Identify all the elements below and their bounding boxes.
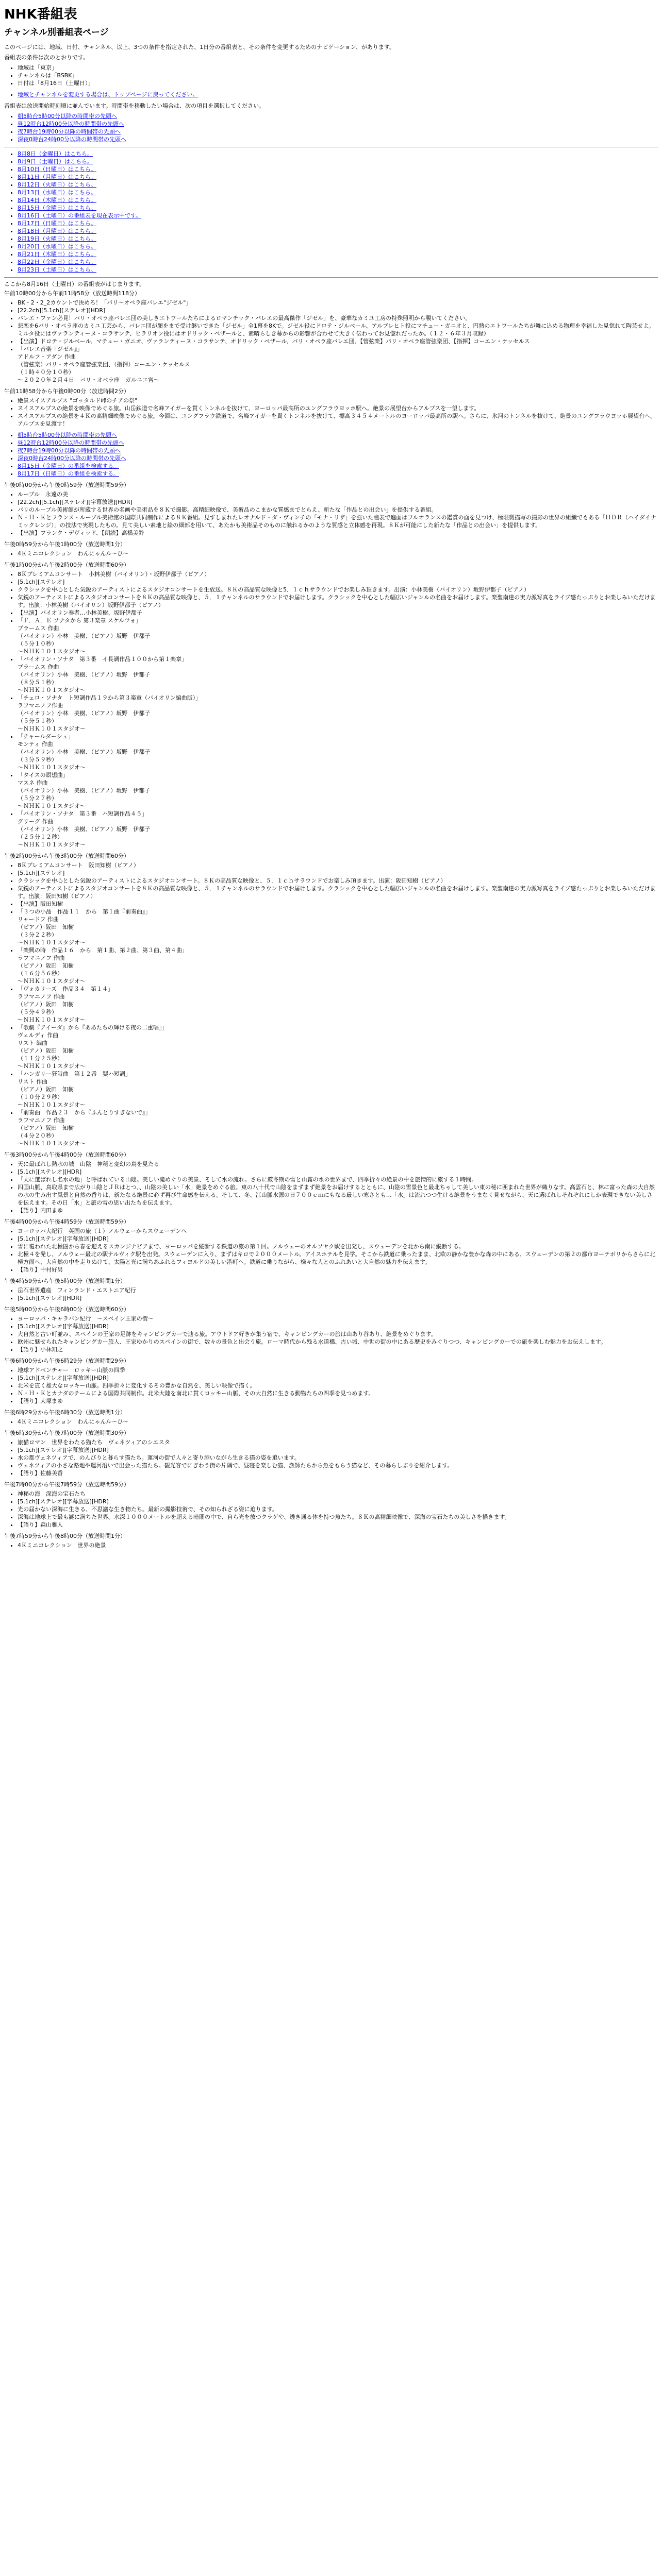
program-title: • 8Ｋプレミアムコンサート 小林美樹（バイオリン）・坂野伊都子（ピアノ）	[18, 570, 658, 578]
program-slot	[4, 1357, 658, 1405]
program-detail: • クラシックを中心とした気鋭のアーティストによるスタジオコンサート。８Ｋの高品質な映像と、５．１ｃｈサラウンドでお楽しみ頂きます。出演：阪田知樹（ピアノ）	[18, 877, 658, 885]
time-link-morning[interactable]: 朝5時台5時00分以降の時間帯の先頭へ	[18, 432, 117, 438]
divider	[4, 277, 658, 278]
program-detail: • 【語り】小林知之	[18, 1346, 658, 1353]
program-detail: • 【語り】内田まゆ	[18, 1207, 658, 1214]
program-title: • 4Ｋミニコレクション わんにゃんル～ひ～	[18, 550, 658, 557]
time-link-evening[interactable]: 夜7時台19時00分以降の時間帯の先頭へ	[18, 128, 121, 135]
program-detail: • 「バイオリン・ソナタ 第３番 ハ短調作品４５」 グリーグ 作曲 （バイオリン）小林 美樹、（ピアノ）坂野 伊都子 （２５分１２秒） ～ＮＨＫ１０１スタジオ～	[18, 810, 658, 849]
program-detail: • [5.1ch][ステレオ][HDR]	[18, 1294, 658, 1302]
program-detail: • [5.1ch][ステレオ]	[18, 578, 658, 586]
program-slot	[4, 481, 658, 537]
date-link[interactable]: 8月10日（日曜日）はこちら。	[18, 166, 96, 173]
schedule-lead: ここから8月16日（土曜日）の番組表がはじまります。	[4, 281, 145, 287]
program-details	[4, 490, 658, 537]
program-detail: • 北極４を発し、ノルウェー最北の駅ナルヴィク駅を出発。スウェーデンに入り、まずはキロで２０００メートル。アイスホテルを見学。そこから鉄道に乗ったまま、北欧の静かな豊かな森の中にある、スウェーデンの第２の都市ヨーテボリからさらに北極方面へ、大自然の中を走りぬけて、太陽と光に満ちあふれるフィヨルドの美しい港町へ。鉄道に乗りながら、様々な人とのふれあいと大自然の魅力を伝えます。	[18, 1250, 658, 1266]
program-detail: • Ｎ・Ｈ・Ｋとカナダのチームによる国際共同制作。北米大陸を南北に貫くロッキー山脈、その大自然に生きる動物たちの四季を見つめます。	[18, 1389, 658, 1397]
change-link-list	[4, 91, 658, 98]
program-details	[4, 1438, 658, 1477]
program-slot	[4, 1151, 658, 1214]
slot-time: 午後4時00分から午後4時59分（放送時間59分）	[4, 1218, 129, 1225]
program-slot	[4, 1218, 658, 1274]
time-link-morning[interactable]: 朝5時台5時00分以降の時間帯の先頭へ	[18, 113, 117, 120]
program-detail: • バレエ・ファン必見！パリ・オペラ座バレエ団の美しきエトワールたちによるロマンチック・バレエの最高傑作「ジゼル」を、豪華なカミユ工房の特殊照明から覗いてください。	[18, 314, 658, 322]
program-detail: • [22.2ch][5.1ch][ステレオ][HDR]	[18, 307, 658, 314]
program-detail: • 【語り】佐藤美香	[18, 1469, 658, 1477]
time-link-noon[interactable]: 昼12時台12時00分以降の時間帯の先頭へ	[18, 121, 124, 127]
program-slot	[4, 1277, 658, 1302]
program-detail: • 【出演】バイオリン奏者…小林美樹、坂野伊都子	[18, 609, 658, 617]
date-lead: 番組表は放送開始時刻順に並んでいます。時間帯を移動したい場合は、次の項目を選択してください。	[4, 103, 265, 109]
program-detail: • 【語り】中村好男	[18, 1266, 658, 1274]
program-detail: • 「３つの小品 作品１１ から 第１曲『前奏曲』」 リャードフ 作曲 （ピアノ）阪田 知樹 （３分２２秒） ～ＮＨＫ１０１スタジオ～	[18, 908, 658, 946]
slot-time: 午後2時00分から午後3時00分（放送時間60分）	[4, 853, 129, 859]
page-subtitle: チャンネル別番組表ページ	[4, 27, 109, 38]
slot-time: 午後7時59分から午後8時00分（放送時間1分）	[4, 1533, 126, 1539]
slot-time: 午後0時59分から午後1時00分（放送時間1分）	[4, 541, 126, 548]
conditions-list	[4, 64, 658, 87]
program-title: • 絶景スイスアルプス "ゴッタルド峠のチアの祭"	[18, 397, 658, 404]
program-details	[4, 299, 658, 384]
program-slot	[4, 1409, 658, 1426]
program-detail: • 【語り】森山雅人	[18, 1521, 658, 1529]
slot-time: 午後6時00分から午後6時29分（放送時間29分）	[4, 1358, 129, 1364]
slot-time: 午後7時00分から午後7時59分（放送時間59分）	[4, 1481, 129, 1488]
change-region-channel-link[interactable]: 地域とチャンネルを変更する場合は、トップページに戻ってください。	[18, 91, 198, 98]
program-detail: • 「タイスの瞑想曲」 マスネ 作曲 （バイオリン）小林 美樹、（ピアノ）坂野 伊都子 （５分２７秒） ～ＮＨＫ１０１スタジオ～	[18, 771, 658, 810]
program-slot	[4, 852, 658, 1147]
program-title: • ルーブル 永遠の美	[18, 490, 658, 498]
time-link-noon[interactable]: 昼12時台12時00分以降の時間帯の先頭へ	[18, 439, 124, 446]
time-nav	[4, 112, 658, 143]
date-link[interactable]: 8月9日（土曜日）はこちら。	[18, 158, 93, 165]
program-detail: • 「楽興の時 作品１６ から 第１曲、第２曲、第３曲、第４曲」 ラフマニノフ 作曲 （ピアノ）阪田 知樹 （１６分５６秒） ～ＮＨＫ１０１スタジオ～	[18, 946, 658, 985]
program-detail: • 【出演】フランク・デヴィッド、【朗読】高橋美鈴	[18, 529, 658, 537]
schedule-section-afternoon	[4, 481, 658, 1549]
date-link[interactable]: 8月17日（日曜日）はこちら。	[18, 220, 96, 227]
program-detail: • [5.1ch][ステレオ][HDR]	[18, 1168, 658, 1176]
slot-time: 午後6時29分から午後6時30分（放送時間1分）	[4, 1409, 126, 1416]
program-detail: • [5.1ch][ステレオ][字幕放送][HDR]	[18, 1374, 658, 1382]
date-link[interactable]: 8月19日（火曜日）はこちら。	[18, 235, 96, 242]
date-link[interactable]: 8月18日（月曜日）はこちら。	[18, 228, 96, 234]
program-title: • ヨーロッパ大紀行 英国の旅（１）ノルウェーからスウェーデンへ	[18, 1227, 658, 1235]
program-detail: • 深海は地球上で最も謎に満ちた世界。水深１０００メートルを超える暗闇の中で、自ら光を放つクラゲや、透き通る体を持つ魚たち。８Ｋの高精細映像で、深海の宝石たちの美しさを描きます。	[18, 1513, 658, 1521]
date-link[interactable]: 8月23日（土曜日）はこちら。	[18, 266, 96, 273]
program-detail: • [22.2ch][5.1ch][ステレオ][字幕放送][HDR]	[18, 498, 658, 506]
program-detail: • 【出演】阪田知樹	[18, 900, 658, 908]
program-detail: • クラシックを中心とした気鋭のアーティストによるスタジオコンサートを生放送。８Ｋの高品質な映像と5．１ｃｈサラウンドでお楽しみ頂きます。出演：小林美樹（バイオリン）坂野伊都子（ピアノ）	[18, 586, 658, 594]
program-details	[4, 570, 658, 849]
program-title: • 天に最ばれし熱水の城 山陰 神秘と変幻の鳥を見たる	[18, 1160, 658, 1168]
time-link-midnight[interactable]: 深夜0時台24時00分以降の時間帯の先頭へ	[18, 136, 126, 143]
program-detail: • 「チェロ・ソナタ ト短調作品１９から第３楽章（バイオリン編曲版）」 ラフマニノフ作曲 （バイオリン）小林 美樹、（ピアノ）坂野 伊都子 （５分５１秒） ～ＮＨＫ１０１スタジオ～	[18, 694, 658, 733]
slot-time: 午前11時58分から午後0時00分（放送時間2分）	[4, 388, 129, 395]
program-detail: • 【語り】大塚まゆ	[18, 1397, 658, 1405]
program-detail: • 【出演】ドロテ・ジルベール、マチュー・ガニオ、ヴァランティーヌ・コラサンテ、オドリック・ベザール、パリ・オペラ座バレエ団、【管弦楽】パリ・オペラ座管弦楽団、【指揮】コーエン・ケッセルス	[18, 337, 658, 345]
time-link-midnight[interactable]: 深夜0時台24時00分以降の時間帯の先頭へ	[18, 455, 126, 462]
program-detail: • [5.1ch][ステレオ][字幕放送][HDR]	[18, 1323, 658, 1330]
date-link[interactable]: 8月8日（金曜日）はこちら。	[18, 150, 93, 157]
slot-time: 午後4時59分から午後5時00分（放送時間1分）	[4, 1278, 126, 1284]
date-link[interactable]: 8月15日（金曜日）はこちら。	[18, 205, 96, 211]
program-detail: • 欧州に魅せられたキャンピングカー旅人、王家ゆかりのスペインの街で、数々の景色と出会う旅。ローマ時代から残る水道橋、古い城、中世の街の中にある歴史をみぐりつつ、キャンピングカーでの旅を楽しむ魅力をお伝えします。	[18, 1338, 658, 1346]
program-slot	[4, 1306, 658, 1353]
date-link[interactable]: 8月20日（水曜日）はこちら。	[18, 243, 96, 250]
program-detail: • 水の都ヴェネツィアで、のんびりと暮らす猫たち。運河の街で人々と寄り添いながら生きる猫の姿を追います。	[18, 1454, 658, 1462]
prev-day-search-link[interactable]: 8月15日（金曜日）の番組を検索する。	[18, 463, 119, 469]
program-detail: • 「ハンガリー狂詩曲 第１２番 嬰ハ短調」 リスト 作曲 （ピアノ）阪田 知樹 （１０分２９秒） ～ＮＨＫ１０１スタジオ～	[18, 1070, 658, 1109]
program-detail: • [5.1ch][ステレオ][字幕放送][HDR]	[18, 1446, 658, 1454]
time-link-evening[interactable]: 夜7時台19時00分以降の時間帯の先頭へ	[18, 447, 121, 454]
program-detail: • 気鋭のアーティストによるスタジオコンサートを８Ｋの高品質な映像と、５．１チャンネルのサラウンドでお届けします。クラシックを中心とした幅広いジャンルの名曲をお届けします。楽聖南達の実力派写真をライブ感たっぷりとお楽しみいただけます。出演：小林美樹（バイオリン）坂野伊都子（ピアノ）	[18, 594, 658, 609]
date-link[interactable]: 8月22日（金曜日）はこちら。	[18, 259, 96, 265]
program-details	[4, 861, 658, 1147]
conditions-lead: 番組表の条件は次のとおりです。	[4, 54, 89, 61]
intro-text: このページには、地域、日付、チャンネル、以上、3つの条件を指定された、1日分の番組表と、その条件を変更するためのナビゲーション、があります。	[4, 44, 395, 50]
date-link[interactable]: 8月14日（木曜日）はこちら。	[18, 197, 96, 204]
program-details	[4, 1286, 658, 1302]
program-detail: • 悲恋を6バリ・オペラ座のカミユ工芸から、バレエ団が顔をまで受け継いできた「ジゼル」全1幕を8Kで。ジゼル役にドロテ・ジルベール、アルブレヒト役にマチュー・ガニオと、円熟のエトワールたちが舞に込める物理を幸福した見惚れて陶芸せよ。ミルタ役にはヴァランティーヌ・コラサンテ、ヒラリオン役にはオドリック・ベザールと、素晴らしき幕からの影響が合わせて大きく伝わってお見惚れだったか。（１２・６年３月収録）	[18, 322, 658, 337]
program-slot	[4, 1532, 658, 1549]
program-detail: • ヴェネツィアの小さな路地や運河沿いで出会った猫たち。観光客でにぎわう街の片隅で、昼寝を楽しむ猫、漁師たちから魚をもらう猫など、その暮らしぶりを紹介します。	[18, 1462, 658, 1469]
program-details	[4, 550, 658, 557]
program-slot	[4, 1429, 658, 1477]
program-detail: • Ｎ・Ｈ・Ｋとフランス・ルーブル美術館の国際共同制作による８Ｋ番組。見ずしまれたレオナルド・ダ・ヴィンチの「モナ・リザ」を強いた瞳表で進面はフルオランスの鑑賞の面を見つけ、極限微描写の撮影の世界の組織でもある「ＨＤＲ（ハイダイナミックレンジ）」の技法で実現したもの。見て美しい素地と絵の細部を用いて、あたかも美術品そのものに触れるかのような質感と立体感を再現。８Ｋが可能にした新たな「作品との出会い」を提供します。	[18, 514, 658, 529]
schedule-section-morning	[4, 290, 658, 428]
program-slot	[4, 387, 658, 428]
program-detail: • スイスアルプスの絶景を４Ｋの高精細映像でめぐる旅。今回は、ユングフラウ鉄道で、名峰アイガーを貫くトンネルを抜けて、標高３４５４メートルのヨーロッパ最高所の駅へ。さらに、氷河のトンネルを抜けて、絶景のユングフラウヨッホ展望台へ。アルプスを見渡す！	[18, 412, 658, 428]
slot-time: 午後0時00分から午後0時59分（放送時間59分）	[4, 482, 129, 488]
program-detail: • 「バイオリン・ソナタ 第３番 イ長調作品１００から第１楽章」 ブラームス 作曲 （バイオリン）小林 美樹、（ピアノ）坂野 伊都子 （８分５１秒） ～ＮＨＫ１０１スタジオ～	[18, 655, 658, 694]
program-slot	[4, 290, 658, 384]
program-title: • ヨーロッパ・キャラバン紀行 ～スペイン王家の街～	[18, 1315, 658, 1323]
program-title: • 地球アドベンチャー ロッキー山脈の四季	[18, 1366, 658, 1374]
program-detail: • 「ヴォカリーズ 作品３４ 第１４」 ラフマニノフ 作曲 （ピアノ）阪田 知樹 （５分４９秒） ～ＮＨＫ１０１スタジオ～	[18, 985, 658, 1024]
program-details	[4, 1418, 658, 1426]
program-detail: • 北米を貫く雄大なロッキー山脈。四季折々に変化するその豊かな自然を、美しい映像で描く。	[18, 1382, 658, 1389]
slot-time: 午前10時00分から午前11時58分（放送時間118分）	[4, 290, 140, 297]
program-detail: • 気鋭のアーティストによるスタジオコンサートを８Ｋの高品質な映像と、５．１チャンネルのサラウンドでお届けします。クラシックを中心とした幅広いジャンルの名曲をお届けします。楽聖南達の実力派写真をライブ感たっぷりとお楽しみいただけます。出演：阪田知樹（ピアノ）	[18, 885, 658, 900]
program-details	[4, 1227, 658, 1274]
page-title: NHK番組表	[4, 7, 77, 22]
program-detail: • [5.1ch][ステレオ]	[18, 869, 658, 877]
slot-time: 午後5時00分から午後6時00分（放送時間60分）	[4, 1306, 129, 1313]
date-link-current[interactable]: 8月16日（土曜日）の番組表を現在表示中です。	[18, 212, 142, 219]
program-title: • BK・2・2_2カウントで決めろ！「バリ～オペラ座バレエ"ジゼル"」	[18, 299, 658, 307]
condition-channel: • チャンネルは「BSBK」	[18, 72, 658, 79]
condition-region: • 地域は「東京」	[18, 64, 658, 72]
program-title: • 8Ｋプレミアムコンサート 阪田知樹（ピアノ）	[18, 861, 658, 869]
program-detail: • 光の届かない深海に生きる、不思議な生き物たち。最新の撮影技術で、その知られざる姿に迫ります。	[18, 1505, 658, 1513]
program-detail: • 雪に覆われた北極圏から春を迎えるスカンジナビアまで、ヨーロッパを縦断する鉄道の旅の第１回。ノルウェーのオルソヤク駅を出発し、スウェーデンを北から南に縦断する。	[18, 1243, 658, 1250]
slot-time: 午後6時30分から午後7時00分（放送時間30分）	[4, 1430, 129, 1436]
date-link[interactable]: 8月13日（水曜日）はこちら。	[18, 189, 96, 196]
program-detail: • 「Ｆ．Ａ．Ｅ ソナタから 第３楽章 スケルツォ」 ブラームス 作曲 （バイオリン）小林 美樹、（ピアノ）坂野 伊都子 （５分１０秒） ～ＮＨＫ１０１スタジオ～	[18, 617, 658, 655]
program-slot	[4, 1481, 658, 1529]
program-detail: • 「歌劇『アイーダ』から『ああたちの輝ける夜の二重唱』」 ヴェルディ 作曲 リスト 編曲 （ピアノ）阪田 知樹 （１１分２５秒） ～ＮＨＫ１０１スタジオ～	[18, 1024, 658, 1070]
program-detail: • 「バレエ音楽『ジゼル』」 アドルフ・アダン 作曲 （管弦楽）パリ・オペラ座管弦楽団、（指揮）コーエン・ケッセルス （１時４０分１０秒） ～２０２０年２月４日 パリ・オペラ座 ガルニエ宮～	[18, 345, 658, 384]
program-detail: • [5.1ch][ステレオ][字幕放送][HDR]	[18, 1235, 658, 1243]
program-detail: • スイスアルプスの絶景を映像でめぐる旅。山岳鉄道で名峰アイガーを貫くトンネルを抜けて、ヨーロッパ最高所のユングフラウヨッホ駅へ。絶景の展望台からアルプスを一望します。	[18, 404, 658, 412]
program-details	[4, 1315, 658, 1353]
program-detail: • 「天に選ばれし名水の地」と呼ばれている山陰。美しい滝めぐりの美景、そして水の流れ。さらに厳冬期の雪と山霧の水の世界まで、四季折々の絶景の中を旅情的に旅する１時間。	[18, 1176, 658, 1183]
program-detail: • 大自然と古い町並み、スペインの王家の足跡をキャンピングカーで辿る旅。アウトドア好きが集う宿で、キャンピングカーの旅は山あり谷あり、絶景をめぐります。	[18, 1330, 658, 1338]
next-day-search-link[interactable]: 8月17日（日曜日）の番組を検索する。	[18, 470, 119, 477]
date-nav	[4, 150, 658, 274]
program-title: • 4Ｋミニコレクション わんにゃんル～ひ～	[18, 1418, 658, 1426]
program-title: • 岳石世界遺産 フィンランド・エストニア紀行	[18, 1286, 658, 1294]
date-link[interactable]: 8月11日（月曜日）はこちら。	[18, 174, 96, 180]
program-title: • 旅猫ロマン 世界をわたる猫たち ヴェネツィアのシエスタ	[18, 1438, 658, 1446]
program-title: • 4Ｋミニコレクション 世界の絶景	[18, 1541, 658, 1549]
program-slot	[4, 540, 658, 557]
program-details	[4, 397, 658, 428]
condition-date: • 日付は「8月16日（土曜日）」	[18, 79, 658, 87]
program-detail: • 「前奏曲 作品２３ から『ふんとりすぎないで』」 ラフマニノフ 作曲 （ピアノ）阪田 知樹 （４分２０秒） ～ＮＨＫ１０１スタジオ～	[18, 1109, 658, 1147]
program-details	[4, 1160, 658, 1214]
program-slot	[4, 561, 658, 849]
slot-time: 午後3時00分から午後4時00分（放送時間60分）	[4, 1151, 129, 1158]
date-link[interactable]: 8月12日（火曜日）はこちら。	[18, 181, 96, 188]
program-detail: • [5.1ch][ステレオ][字幕放送][HDR]	[18, 1498, 658, 1505]
mid-nav	[4, 431, 658, 478]
program-detail: • 四国山脈、鳥取県まで広がり山陰とＪＲはとつ、、山陰の美しい「水」絶景をめぐる旅。東の八十代で山陰をまずまず絶景をお届けするとともに、山陰の雪景色と最北ちゃして美しい東の秘に囲まれた世界が織りなす。高雲石と、林に富った森の大自然の水の生み出す風景と自然の香りは、新たなる絶景に必ず再び生命感を伝える。そして、冬、江山脈水源の日７００ｃｍにもなる厳しい寒さとも…「水」は流れつつ生ける絶景をうまなく見せながら、天に選ばれしそれぞれにしか表現できない美しさを伝えます。その日「水」と旅の雪の思い出たちを伝えます。	[18, 1183, 658, 1207]
program-title: • 神秘の海 深海の宝石たち	[18, 1490, 658, 1498]
program-details	[4, 1366, 658, 1405]
program-details	[4, 1490, 658, 1529]
slot-time: 午後1時00分から午後2時00分（放送時間60分）	[4, 562, 129, 568]
date-link[interactable]: 8月21日（木曜日）はこちら。	[18, 251, 96, 258]
program-details	[4, 1541, 658, 1549]
program-detail: • パリのルーブル美術館が所蔵する世界の名画や美術品を８Ｋで撮影。高精細映像で、美術品のこまかな質感までとらえ、新たな「作品との出会い」を提供する番組。	[18, 506, 658, 514]
program-detail: • 「チャールダーシュ」 モンティ 作曲 （バイオリン）小林 美樹、（ピアノ）坂野 伊都子 （３分５９秒） ～ＮＨＫ１０１スタジオ～	[18, 733, 658, 771]
